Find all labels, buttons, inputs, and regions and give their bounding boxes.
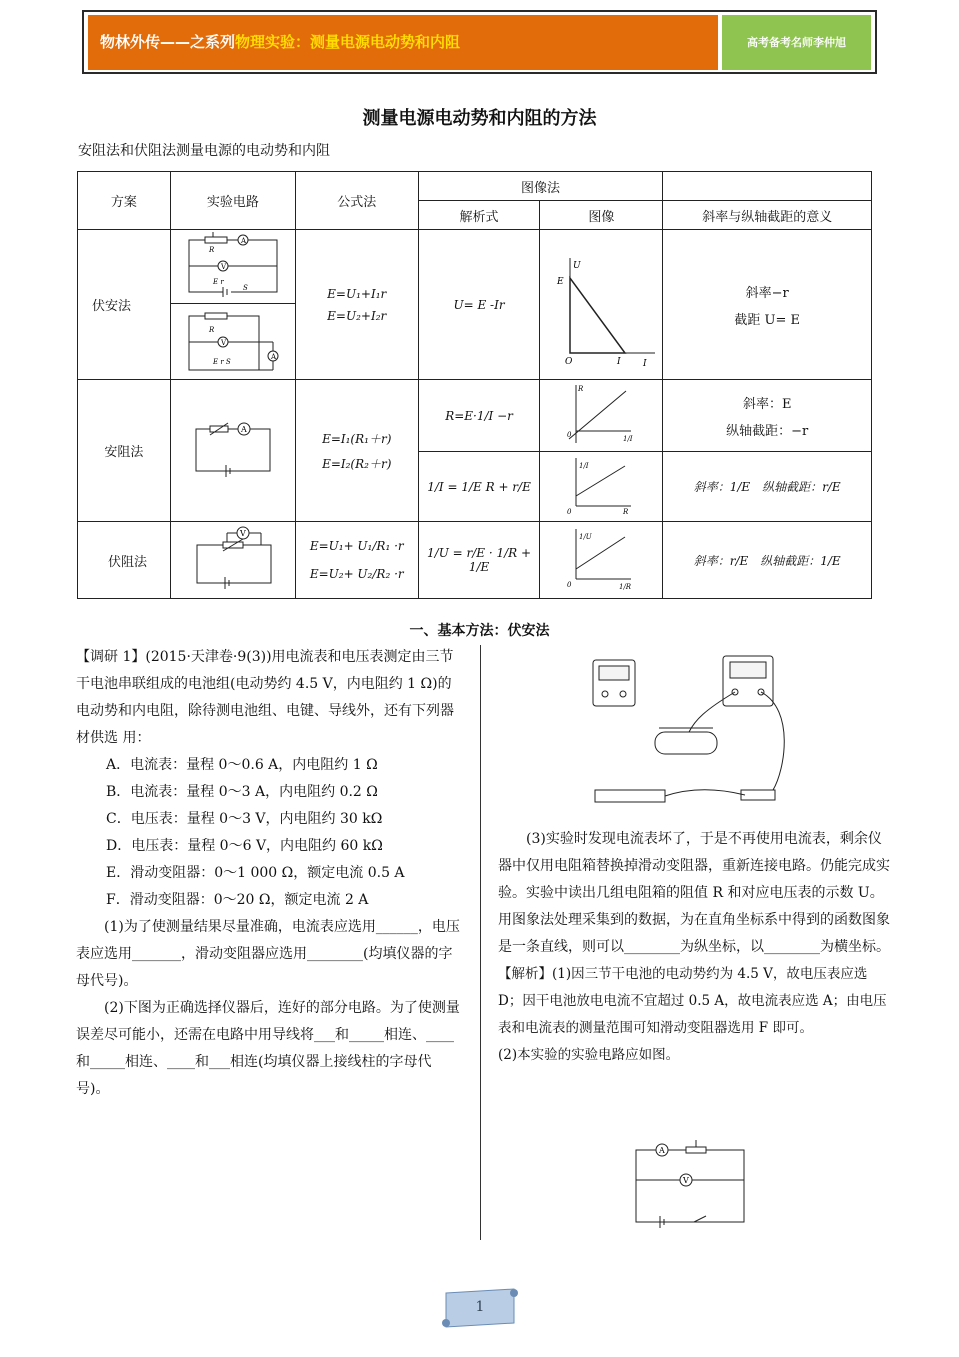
row-ammeter-resistance-name: 安阻法 (78, 380, 171, 522)
svg-text:0: 0 (567, 507, 572, 516)
svg-text:R: R (623, 507, 629, 516)
svg-text:1/R: 1/R (619, 583, 632, 591)
svg-text:E: E (557, 276, 565, 287)
meaning-slope: 斜率：E (742, 396, 792, 412)
meaning-ammeter-resistance-1 (663, 380, 872, 452)
answer-2: (2)本实验的实验电路应如图。 (498, 1047, 680, 1063)
option-f: F．滑动变阻器：0～20 Ω，额定电流 2 A (106, 892, 369, 908)
header-analytic: 解析式 (418, 201, 540, 230)
svg-text:A: A (270, 352, 276, 361)
page-number-scroll (440, 1285, 520, 1331)
circuit-diagram-icon (183, 525, 283, 591)
svg-text:V: V (220, 338, 226, 347)
formula-1: E=U₁+I₁r (327, 286, 387, 301)
meaning-ammeter-resistance-2: 斜率：1/E 纵轴截距：r/E (663, 452, 872, 522)
graph-voltammetry (540, 230, 663, 380)
svg-text:1/I: 1/I (623, 434, 634, 443)
page-subtitle: 安阻法和伏阻法测量电源的电动势和内阻 (78, 143, 330, 159)
svg-text:1/I: 1/I (579, 461, 590, 470)
formula-2: E=I₂(R₂＋r) (322, 456, 392, 471)
apparatus-illustration (585, 650, 795, 815)
header-blank (663, 172, 872, 201)
svg-text:A: A (659, 1146, 665, 1155)
topic-name: 物理实验：测量电源电动势和内阻 (235, 33, 461, 51)
svg-text:I: I (617, 356, 621, 367)
answer-1: 【解析】(1)因三节干电池的电动势约为 4.5 V，故电压表应选 D；因干电池放电电流不宜超过 0.5 A，故电流表应选 A；由电压表和电流表的测量范围可知滑动变阻器选用 F 即可。 (498, 966, 887, 1036)
svg-text:R: R (578, 384, 584, 393)
formula-voltammetry (295, 230, 418, 380)
svg-text:V: V (220, 262, 226, 271)
option-e: E．滑动变阻器：0～1 000 Ω，额定电流 0.5 A (106, 865, 405, 881)
header-graph: 图像 (540, 201, 663, 230)
header-scheme: 方案 (78, 172, 171, 230)
formula-1: E=U₁+ U₁/R₁ ·r (309, 539, 404, 553)
svg-text:0: 0 (567, 581, 572, 589)
circuit-voltammetry-2 (170, 304, 295, 380)
formula-voltmeter-resistance (295, 522, 418, 599)
graph-ammeter-resistance-2 (540, 452, 663, 522)
meaning-intercept: 截距 U= E (734, 312, 801, 328)
right-column (498, 826, 893, 1069)
svg-text:I: I (643, 358, 647, 368)
formula-2: E=U₂+I₂r (327, 308, 387, 323)
header-banner (82, 10, 877, 74)
svg-text:U: U (573, 260, 582, 271)
meaning-slope: 斜率−r (745, 285, 789, 301)
header-meaning: 斜率与纵轴截距的意义 (663, 201, 872, 230)
methods-table (77, 171, 872, 599)
series-name: 物林外传——之系列 (100, 33, 236, 51)
circuit-diagram-icon (183, 232, 283, 298)
header-graph-method: 图像法 (418, 172, 663, 201)
svg-text:R: R (208, 325, 215, 334)
formula-1: E=I₁(R₁＋r) (322, 431, 392, 446)
answer-circuit-diagram (630, 1138, 750, 1228)
meaning-intercept: 纵轴截距：−r (726, 423, 809, 439)
row-voltammetry-name: 伏安法 (78, 230, 171, 380)
meaning-voltammetry (663, 230, 872, 380)
svg-text:O: O (565, 356, 573, 367)
option-c: C．电压表：量程 0～3 V，内电阻约 30 kΩ (106, 811, 383, 827)
option-a: A．电流表：量程 0～0.6 A，内电阻约 1 Ω (106, 757, 378, 773)
inv-u-vs-inv-r-graph-icon (561, 525, 641, 591)
svg-text:0: 0 (567, 430, 572, 439)
svg-text:A: A (240, 424, 247, 434)
analytic-ammeter-resistance-1: R=E·1/I −r (418, 380, 540, 452)
u-i-graph-icon (545, 238, 657, 368)
question-2: (2)下图为正确选择仪器后，连好的部分电路。为了使测量误差尽可能小，还需在电路中用导线将___和_____相连、____和_____相连、____和___相连(均填仪器上接线柱的字母代号)。 (76, 1000, 460, 1097)
option-d: D．电压表：量程 0～6 V，内电阻约 60 kΩ (106, 838, 383, 854)
page-number: 1 (475, 1299, 485, 1315)
svg-text:R: R (208, 245, 215, 254)
circuit-diagram-icon (183, 306, 283, 374)
formula-ammeter-resistance (295, 380, 418, 522)
question-intro: 【调研 1】(2015·天津卷·9(3))用电流表和电压表测定由三节干电池串联组成的电池组(电动势约 4.5 V，内电阻约 1 Ω)的电动势和内电阻，除待测电池组、电键、导线外，还有下列器材供选 用： (76, 649, 454, 746)
svg-text:S: S (242, 283, 248, 292)
question-3: (3)实验时发现电流表坏了，于是不再使用电流表，剩余仪器中仅用电阻箱替换掉滑动变阻器，重新连接电路。仍能完成实验。实验中读出几组电阻箱的阻值 R 和对应电压表的示数 U。用图象法处理采集到的数据，为在直角坐标系中得到的函数图象是一条直线，则可以________为纵坐标，以________为横坐标。 (498, 831, 890, 955)
svg-text:E r S: E r S (212, 357, 231, 366)
author-tag: 高考备考名师李仲旭 (722, 15, 871, 70)
inv-i-vs-r-graph-icon (561, 454, 641, 516)
column-divider (480, 645, 481, 1240)
meaning-voltmeter-resistance: 斜率：r/E 纵轴截距：1/E (663, 522, 872, 599)
graph-ammeter-resistance-1 (540, 380, 663, 452)
option-b: B．电流表：量程 0～3 A，内电阻约 0.2 Ω (106, 784, 378, 800)
graph-voltmeter-resistance (540, 522, 663, 599)
analytic-voltmeter-resistance: 1/U = r/E · 1/R + 1/E (418, 522, 540, 599)
circuit-diagram-icon (188, 419, 278, 479)
header-circuit: 实验电路 (170, 172, 295, 230)
row-voltmeter-resistance-name: 伏阻法 (78, 522, 171, 599)
circuit-voltammetry-1 (170, 230, 295, 304)
analytic-voltammetry: U= E -Ir (418, 230, 540, 380)
analytic-ammeter-resistance-2: 1/I = 1/E R + r/E (418, 452, 540, 522)
svg-text:1/U: 1/U (579, 533, 593, 541)
svg-text:V: V (683, 1176, 689, 1185)
question-1: (1)为了使测量结果尽量准确，电流表应选用______，电压表应选用_______，滑动变阻器应选用________(均填仪器的字母代号)。 (76, 919, 460, 989)
svg-text:E r: E r (212, 277, 224, 286)
header-formula: 公式法 (295, 172, 418, 230)
svg-text:V: V (239, 529, 246, 538)
circuit-voltmeter-resistance (170, 522, 295, 599)
r-vs-inv-i-graph-icon (561, 381, 641, 447)
page-title: 测量电源电动势和内阻的方法 (362, 108, 597, 129)
left-column (76, 644, 464, 1103)
circuit-ammeter-resistance (170, 380, 295, 522)
header-title (88, 15, 718, 70)
formula-2: E=U₂+ U₂/R₂ ·r (309, 567, 404, 581)
section-title: 一、基本方法：伏安法 (409, 623, 550, 639)
svg-text:A: A (240, 236, 246, 245)
